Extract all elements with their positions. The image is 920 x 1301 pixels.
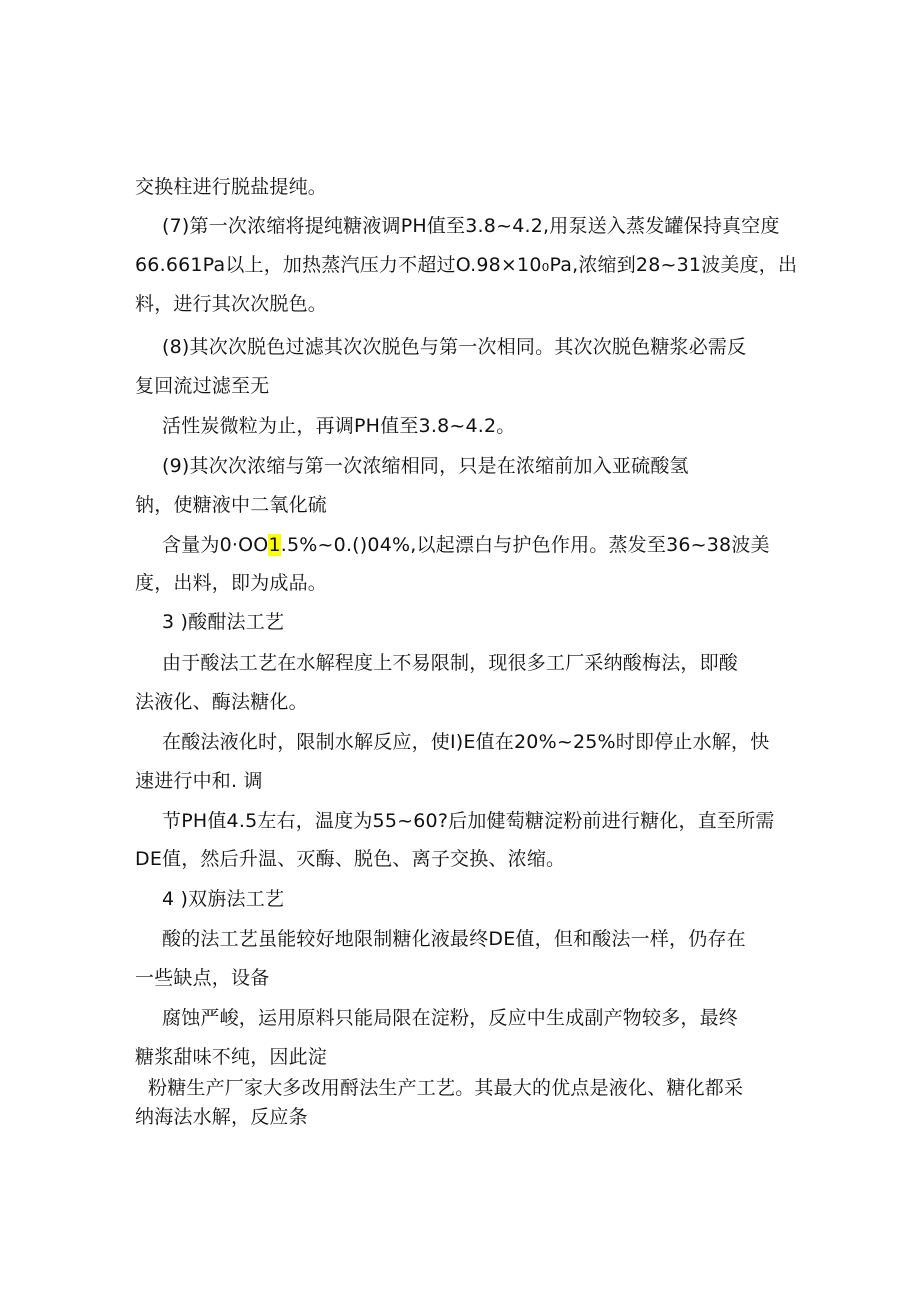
section-heading: 3 )酸酣法工艺	[162, 611, 285, 633]
text-line: 腐蚀严峻，运用原料只能局限在淀粉，反应中生成副产物较多，最终	[162, 1007, 739, 1029]
highlight-mark: 1	[268, 534, 281, 556]
text-line: 交换柱进行脱盐提纯。	[135, 176, 328, 198]
text-line: 在酸法液化时，限制水解反应，使I)E值在20%~25%时即停止水解，快	[162, 731, 770, 753]
text-line: DE值，然后升温、灭酶、脱色、离子交换、浓缩。	[135, 848, 566, 870]
text-line: 节PH值4.5左右，温度为55~60?后加健萄糖淀粉前进行糖化，直至所需	[162, 810, 775, 832]
text-line: (9)其次次浓缩与第一次浓缩相同，只是在浓缩前加入亚硫酸氢	[162, 455, 689, 477]
text-line: 糖浆甜味不纯，因此淀	[135, 1046, 328, 1068]
text-line: 酸的法工艺虽能较好地限制糖化液最终DE值，但和酸法一样，仍存在	[162, 928, 746, 950]
text-line: 速进行中和. 调	[135, 770, 263, 792]
text-line: 料，进行其次次脱色。	[135, 293, 328, 315]
text-line: 一些缺点，设备	[135, 967, 270, 989]
text-line: (7)第一次浓缩将提纯糖液调PH值至3.8~4.2,用泵送入蒸发罐保持真空度	[162, 215, 780, 237]
text-line: 复回流过滤至无	[135, 375, 270, 397]
text-line-highlighted	[162, 532, 770, 558]
text-line: (8)其次次脱色过滤其次次脱色与第一次相同。其次次脱色糖浆必需反	[162, 336, 747, 358]
text-line: 活性炭微粒为止，再调PH值至3.8~4.2。	[162, 415, 516, 437]
text-line: 纳海法水解，反应条	[135, 1106, 308, 1128]
text-line: 钠，使糖液中二氧化硫	[135, 494, 328, 516]
text-line: 法液化、酶法糖化。	[135, 691, 308, 713]
text-line: 由于酸法工艺在水解程度上不易限制，现很多工厂采纳酸梅法，即酸	[162, 652, 739, 674]
text-segment: .5%~0.()04%,以起漂白与护色作用。蒸发至36~38波美	[280, 534, 770, 556]
text-line: 粉糖生产厂家大多改用酹法生产工艺。其最大的优点是液化、糖化都采	[148, 1077, 744, 1099]
section-heading: 4 )双旃法工艺	[162, 888, 285, 910]
text-segment: 含量为0·OO	[162, 534, 269, 556]
text-line: 66.661Pa以上，加热蒸汽压力不超过O.98×10₀Pa,浓缩到28~31波美度，出	[135, 254, 798, 276]
text-line: 度，出料，即为成品。	[135, 572, 328, 594]
